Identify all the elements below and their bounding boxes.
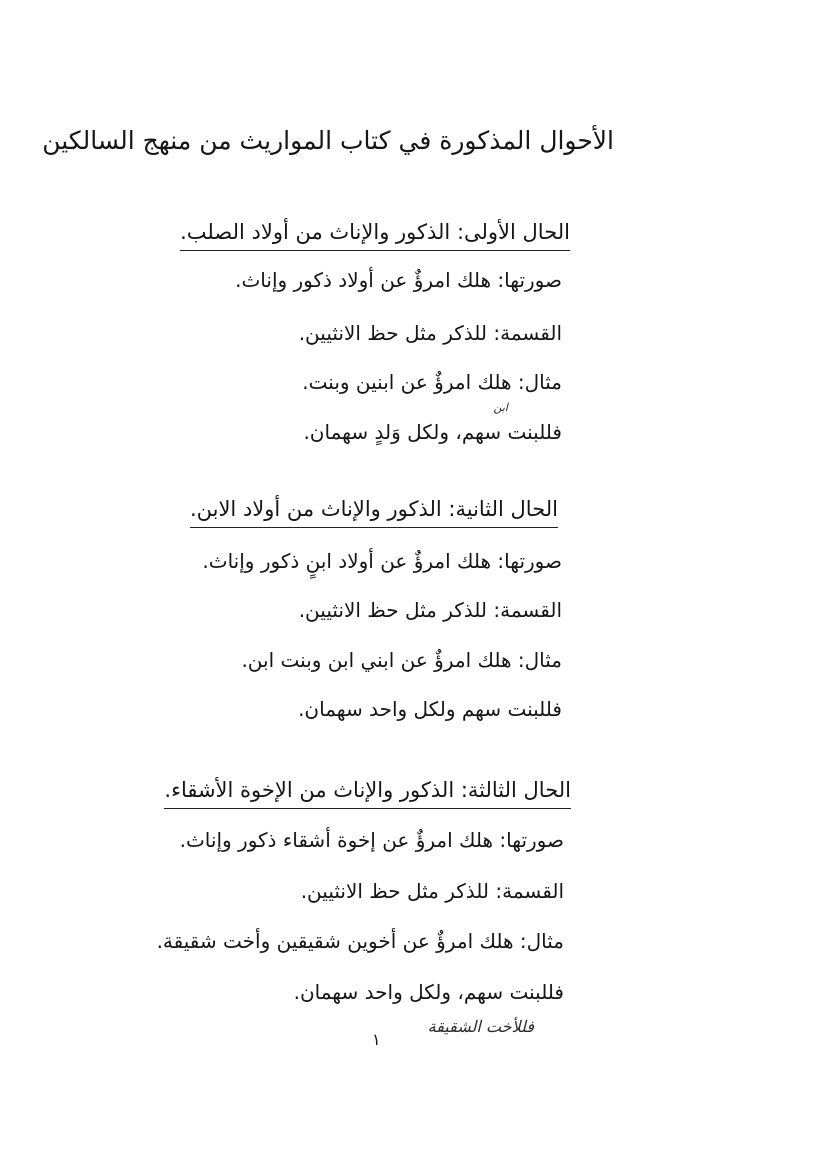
section-3-line-3: مثال: هلك امرؤٌ عن أخوين شقيقين وأخت شقيقة. xyxy=(156,929,564,953)
section-3-line-4: فللبنت سهم، ولكل واحد سهمان. xyxy=(293,980,564,1004)
section-heading-2: الحال الثانية: الذكور والإناث من أولاد الابن. xyxy=(190,497,558,528)
section-2-line-1: صورتها: هلك امرؤٌ عن أولاد ابنٍ ذكور وإناث. xyxy=(202,549,562,573)
section-2-line-4: فللبنت سهم ولكل واحد سهمان. xyxy=(298,697,562,721)
section-1-line-2: القسمة: للذكر مثل حظ الانثيين. xyxy=(298,321,562,345)
document-title: الأحوال المذكورة في كتاب المواريث من منهج السالكين xyxy=(42,126,614,155)
section-heading-1: الحال الأولى: الذكور والإناث من أولاد الصلب. xyxy=(180,220,570,251)
section-3-line-1: صورتها: هلك امرؤٌ عن إخوة أشقاء ذكور وإناث. xyxy=(179,828,564,852)
handwritten-annotation-2: فللأخت الشقيقة xyxy=(427,1017,534,1036)
section-1-line-3: مثال: هلك امرؤٌ عن ابنين وبنت. xyxy=(302,370,562,394)
section-3-line-2: القسمة: للذكر مثل حظ الانثيين. xyxy=(300,879,564,903)
section-2-line-2: القسمة: للذكر مثل حظ الانثيين. xyxy=(298,598,562,622)
section-heading-3: الحال الثالثة: الذكور والإناث من الإخوة الأشقاء. xyxy=(164,778,571,809)
handwritten-annotation-1: ابن xyxy=(493,401,508,414)
page-number: ١ xyxy=(372,1030,381,1049)
section-1-line-4: فللبنت سهم، ولكل وَلدٍ سهمان. xyxy=(303,420,562,444)
section-1-line-1: صورتها: هلك امرؤٌ عن أولاد ذكور وإناث. xyxy=(235,268,562,292)
section-2-line-3: مثال: هلك امرؤٌ عن ابني ابن وبنت ابن. xyxy=(241,648,562,672)
